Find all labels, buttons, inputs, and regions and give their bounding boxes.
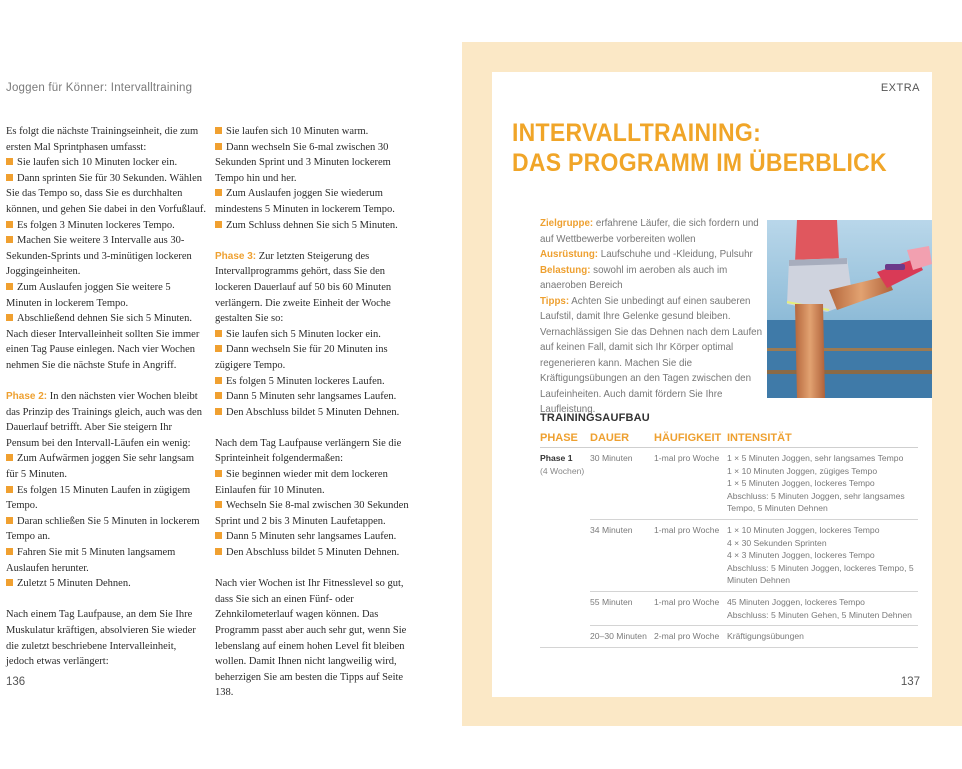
bullet-item bbox=[215, 405, 415, 421]
info-entry bbox=[540, 216, 763, 247]
bullet-square-icon bbox=[215, 501, 222, 508]
intensity-line: Abschluss: 5 Minuten Joggen, lockeres Tempo, 5 Minuten Dehnen bbox=[727, 562, 914, 586]
bullet-square-icon bbox=[6, 486, 13, 493]
text: Es folgt die nächste Trainingseinheit, die zum ersten Mal Sprintphasen umfasst: bbox=[6, 126, 199, 153]
bullet-square-icon bbox=[6, 579, 13, 586]
bullet-square-icon bbox=[215, 377, 222, 384]
paragraph bbox=[215, 249, 415, 327]
cell-phase bbox=[540, 519, 590, 591]
cell-dauer: 55 Minuten bbox=[590, 591, 654, 625]
paragraph-gap bbox=[215, 561, 415, 577]
info-key: Tipps: bbox=[540, 294, 570, 307]
bullet-item bbox=[6, 155, 206, 171]
intensity-line: 4 × 30 Sekunden Sprinten bbox=[727, 537, 827, 548]
bullet-item bbox=[215, 218, 415, 234]
intensity-line: 1 × 5 Minuten Joggen, lockeres Tempo bbox=[727, 478, 875, 489]
text: Nach dieser Intervalleinheit sollten Sie immer einen Tag Pause einlegen. Nach vier Wochen nehmen Sie die nächste Stufe in Angriff. bbox=[6, 328, 200, 371]
text: Sie laufen sich 10 Minuten locker ein. bbox=[17, 157, 178, 169]
bullet-square-icon bbox=[6, 221, 13, 228]
cell-phase bbox=[540, 448, 590, 520]
bullet-item bbox=[6, 311, 206, 327]
bullet-item bbox=[215, 389, 415, 405]
text: Nach dem Tag Laufpause verlängern Sie die Sprinteinheit folgendermaßen: bbox=[215, 437, 402, 465]
text: Zuletzt 5 Minuten Dehnen. bbox=[17, 578, 131, 590]
cell-dauer: 20–30 Minuten bbox=[590, 626, 654, 648]
bullet-item bbox=[215, 124, 415, 140]
bullet-item bbox=[6, 451, 206, 482]
cell-dauer: 30 Minuten bbox=[590, 448, 654, 520]
table-row bbox=[540, 448, 918, 520]
bullet-square-icon bbox=[6, 548, 13, 555]
bullet-square-icon bbox=[215, 189, 222, 196]
cell-intensitaet bbox=[727, 626, 918, 648]
bullet-item bbox=[6, 233, 206, 280]
training-table bbox=[540, 432, 918, 648]
page-number-right: 137 bbox=[900, 676, 920, 688]
cell-intensitaet bbox=[727, 448, 918, 520]
left-column-2 bbox=[215, 124, 415, 701]
intensity-line: 45 Minuten Joggen, lockeres Tempo bbox=[727, 596, 865, 607]
bullet-square-icon bbox=[6, 174, 13, 181]
bullet-item bbox=[6, 576, 206, 592]
cell-intensitaet bbox=[727, 519, 918, 591]
bullet-item bbox=[6, 218, 206, 234]
bullet-item bbox=[215, 342, 415, 373]
bullet-square-icon bbox=[215, 221, 222, 228]
extra-box bbox=[492, 72, 932, 697]
text: Abschließend dehnen Sie sich 5 Minuten. bbox=[17, 313, 192, 325]
phase-label: Phase 3: bbox=[215, 250, 257, 262]
text: Fahren Sie mit 5 Minuten langsamem Auslaufen herunter. bbox=[6, 547, 176, 574]
bullet-square-icon bbox=[6, 158, 13, 165]
paragraph bbox=[6, 327, 206, 374]
intensity-line: 1 × 10 Minuten Joggen, zügiges Tempo bbox=[727, 465, 878, 476]
text: Dann 5 Minuten sehr langsames Laufen. bbox=[226, 391, 397, 403]
info-value: sowohl im aeroben als auch im anaeroben Bereich bbox=[540, 263, 728, 291]
table-row bbox=[540, 591, 918, 625]
bullet-square-icon bbox=[215, 345, 222, 352]
paragraph bbox=[215, 436, 415, 467]
text: Es folgen 3 Minuten lockeres Tempo. bbox=[17, 219, 175, 231]
bullet-square-icon bbox=[6, 454, 13, 461]
page-number-left: 136 bbox=[6, 676, 26, 688]
paragraph bbox=[6, 124, 206, 155]
info-entry bbox=[540, 263, 763, 294]
left-page bbox=[0, 0, 462, 769]
text: Sie beginnen wieder mit dem lockeren Einlaufen für 10 Minuten. bbox=[215, 469, 388, 496]
info-value: Achten Sie unbedingt auf einen sauberen Laufstil, damit Ihre Gelenke gesund bleiben. Vernachlässigen Sie das Dehnen nach dem Laufen auf keinen Fall, damit sich Ihr Körper optimal regenerieren kann. Machen Sie die Kräftigungsübungen an den Tagen zwischen den Laufeinheiten. Auch damit fördern Sie Ihre Laufleistung. bbox=[540, 294, 763, 415]
info-entry bbox=[540, 247, 763, 263]
bullet-square-icon bbox=[215, 330, 222, 337]
paragraph bbox=[6, 389, 206, 451]
info-entry bbox=[540, 294, 763, 418]
text: Zum Auslaufen joggen Sie weitere 5 Minuten in lockerem Tempo. bbox=[6, 281, 171, 309]
text: Wechseln Sie 8-mal zwischen 30 Sekunden Sprint und 2 bis 3 Minuten Laufetappen. bbox=[215, 500, 409, 527]
bullet-square-icon bbox=[215, 532, 222, 539]
bullet-square-icon bbox=[6, 283, 13, 290]
paragraph bbox=[6, 607, 206, 669]
text: Zum Aufwärmen joggen Sie sehr langsam für 5 Minuten. bbox=[6, 453, 195, 481]
cell-haeufigkeit: 1-mal pro Woche bbox=[654, 591, 727, 625]
bullet-square-icon bbox=[215, 548, 222, 555]
paragraph bbox=[215, 576, 415, 701]
info-value: Laufschuhe und -Kleidung, Pulsuhr bbox=[598, 248, 753, 260]
text: Zum Schluss dehnen Sie sich 5 Minuten. bbox=[226, 219, 398, 231]
bullet-item bbox=[6, 483, 206, 514]
table-row bbox=[540, 519, 918, 591]
paragraph-gap bbox=[215, 420, 415, 436]
left-column-1 bbox=[6, 124, 206, 670]
text: Daran schließen Sie 5 Minuten in lockerem Tempo an. bbox=[6, 515, 200, 543]
phase-label: Phase 2: bbox=[6, 391, 48, 403]
text: Es folgen 15 Minuten Laufen in zügigem Tempo. bbox=[6, 484, 191, 512]
header-phase: PHASE bbox=[540, 432, 590, 448]
phase-duration: (4 Wochen) bbox=[540, 465, 585, 476]
intensity-line: Abschluss: 5 Minuten Gehen, 5 Minuten Dehnen bbox=[727, 609, 912, 620]
bullet-square-icon bbox=[215, 143, 222, 150]
intensity-line: 1 × 5 Minuten Joggen, sehr langsames Tempo bbox=[727, 453, 904, 463]
text: Machen Sie weitere 3 Intervalle aus 30-Sekunden-Sprints und 3-minütigen lockeren Joggingeinheiten. bbox=[6, 235, 192, 278]
box-title-line-1: INTERVALLTRAINING: bbox=[512, 119, 762, 147]
text: Zum Auslaufen joggen Sie wiederum mindestens 5 Minuten in lockerem Tempo. bbox=[215, 188, 395, 215]
header-intensitaet: INTENSITÄT bbox=[727, 432, 918, 448]
paragraph-gap bbox=[215, 233, 415, 249]
cell-haeufigkeit: 1-mal pro Woche bbox=[654, 519, 727, 591]
bullet-item bbox=[6, 280, 206, 311]
extra-label: EXTRA bbox=[880, 82, 920, 94]
intensity-line: Abschluss: 5 Minuten Joggen, sehr langsames Tempo, 5 Minuten Dehnen bbox=[727, 490, 905, 514]
bullet-square-icon bbox=[6, 517, 13, 524]
bullet-square-icon bbox=[215, 408, 222, 415]
box-title bbox=[512, 118, 887, 178]
text: Nach einem Tag Laufpause, an dem Sie Ihre Muskulatur kräftigen, absolvieren Sie wieder die zuletzt beschriebene Intervalleinheit, jedoch etwas verlängert: bbox=[6, 609, 196, 668]
bullet-square-icon bbox=[215, 392, 222, 399]
cell-haeufigkeit: 1-mal pro Woche bbox=[654, 448, 727, 520]
cell-intensitaet bbox=[727, 591, 918, 625]
phase-name: Phase 1 bbox=[540, 453, 573, 463]
text: Dann sprinten Sie für 30 Sekunden. Wählen Sie das Tempo so, dass Sie es durchhalten können, und gehen Sie dabei in den Vorfußlauf. bbox=[6, 172, 206, 215]
bullet-square-icon bbox=[6, 314, 13, 321]
intensity-line: 1 × 10 Minuten Joggen, lockeres Tempo bbox=[727, 524, 880, 535]
bullet-item bbox=[215, 498, 415, 529]
paragraph-gap bbox=[6, 374, 206, 390]
text: Dann wechseln Sie 6-mal zwischen 30 Sekunden Sprint und 3 Minuten lockerem Tempo hin und her. bbox=[215, 141, 391, 184]
info-key: Ausrüstung: bbox=[540, 248, 599, 260]
intensity-line: 4 × 3 Minuten Joggen, lockeres Tempo bbox=[727, 550, 875, 561]
bullet-item bbox=[215, 140, 415, 187]
text: Es folgen 5 Minuten lockeres Laufen. bbox=[226, 375, 385, 387]
bullet-item bbox=[215, 374, 415, 390]
intensity-line: Kräftigungsübungen bbox=[727, 631, 804, 642]
text: Den Abschluss bildet 5 Minuten Dehnen. bbox=[226, 547, 400, 559]
info-block bbox=[540, 216, 763, 418]
running-head: Joggen für Könner: Intervalltraining bbox=[6, 82, 193, 94]
table-row bbox=[540, 626, 918, 648]
box-title-line-2: DAS PROGRAMM IM ÜBERBLICK bbox=[512, 149, 887, 177]
text: Den Abschluss bildet 5 Minuten Dehnen. bbox=[226, 406, 400, 418]
bullet-item bbox=[215, 467, 415, 498]
bullet-square-icon bbox=[215, 470, 222, 477]
training-heading: TRAININGSAUFBAU bbox=[540, 412, 650, 424]
text: In den nächsten vier Wochen bleibt das Prinzip des Trainings gleich, auch was den Dauerlauf betrifft. Aber Sie steigern Ihr Pensum bei den Intervall-Läufen ein wenig: bbox=[6, 391, 202, 449]
text: Zur letzten Steigerung des Intervallprogramms gehört, dass Sie den lockeren Dauerlauf auf 50 bis 60 Minuten verlängern. Die zweite Einheit der Woche gestalten Sie so: bbox=[215, 250, 392, 325]
info-key: Zielgruppe: bbox=[540, 217, 594, 229]
bullet-item bbox=[215, 529, 415, 545]
bullet-square-icon bbox=[6, 236, 13, 243]
bullet-item bbox=[6, 514, 206, 545]
cell-phase bbox=[540, 626, 590, 648]
bullet-item bbox=[6, 545, 206, 576]
runner-stretching-photo bbox=[767, 220, 932, 398]
bullet-item bbox=[215, 545, 415, 561]
text: Dann wechseln Sie für 20 Minuten ins zügigere Tempo. bbox=[215, 344, 388, 371]
info-key: Belastung: bbox=[540, 263, 591, 276]
text: Sie laufen sich 5 Minuten locker ein. bbox=[226, 328, 381, 340]
paragraph-gap bbox=[6, 592, 206, 608]
bullet-square-icon bbox=[215, 127, 222, 134]
cell-dauer: 34 Minuten bbox=[590, 519, 654, 591]
info-value: erfahrene Läufer, die sich fordern und auf Wettbewerbe vorbereiten wollen bbox=[540, 217, 759, 245]
text: Dann 5 Minuten sehr langsames Laufen. bbox=[226, 531, 397, 543]
header-haeufigkeit: HÄUFIGKEIT bbox=[654, 432, 727, 448]
training-table-header bbox=[540, 432, 918, 448]
bullet-item bbox=[215, 327, 415, 343]
bullet-item bbox=[215, 186, 415, 217]
text: Nach vier Wochen ist Ihr Fitnesslevel so gut, dass Sie sich an einen Fünf- oder Zehnkilometerlauf wagen können. Das Programm passt aber auch sehr gut, wenn Sie lebenslang auf einem hohen Level fit bleiben wollen. Damit Ihnen nicht langweilig wird, beherzigen Sie am besten die Tipps auf Seite 138. bbox=[215, 578, 407, 699]
cell-phase bbox=[540, 591, 590, 625]
cell-haeufigkeit: 2-mal pro Woche bbox=[654, 626, 727, 648]
text: Sie laufen sich 10 Minuten warm. bbox=[226, 126, 369, 137]
bullet-item bbox=[6, 171, 206, 218]
header-dauer: DAUER bbox=[590, 432, 654, 448]
